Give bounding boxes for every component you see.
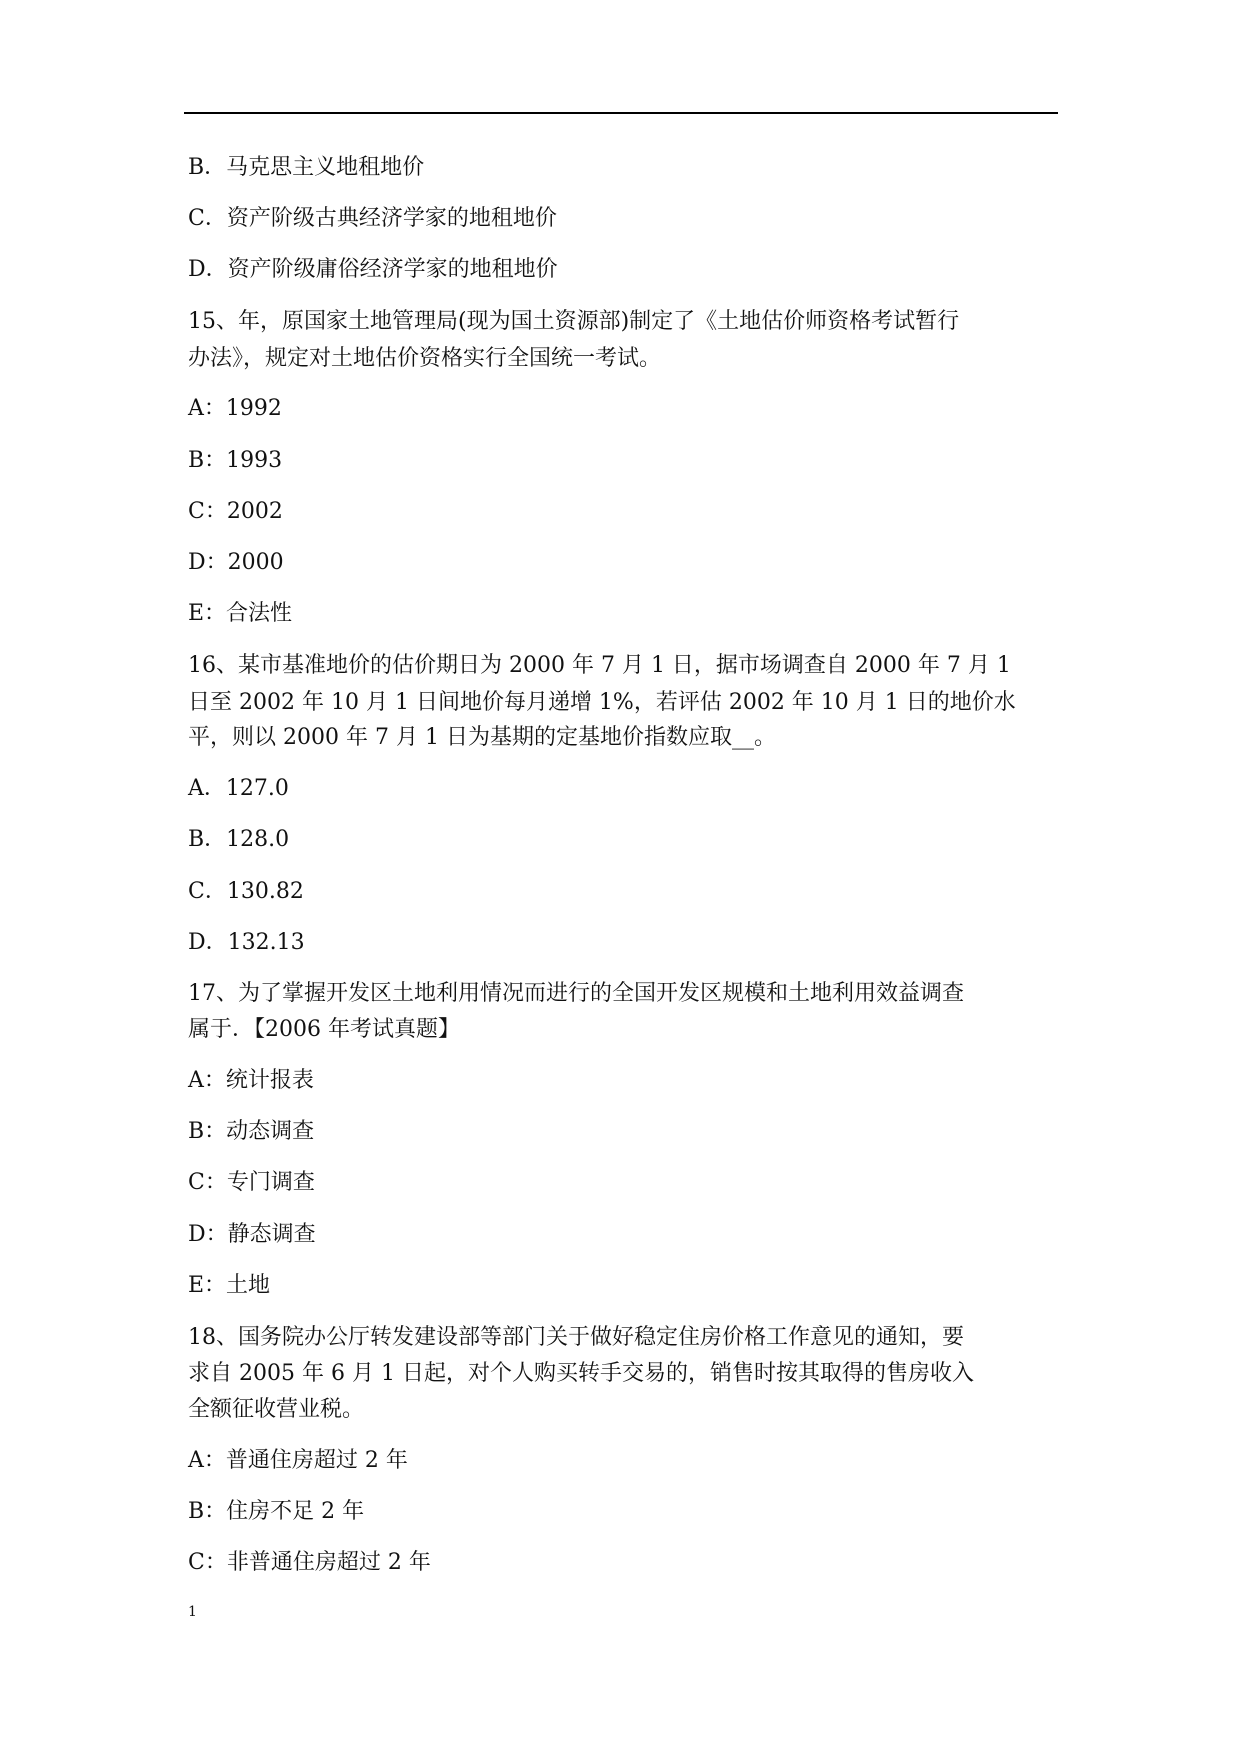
question-line: 全额征收营业税。 xyxy=(188,1397,365,1422)
option-line: B：住房不足 2 年 xyxy=(188,1499,365,1524)
option-line: C．资产阶级古典经济学家的地租地价 xyxy=(188,206,557,231)
option-line: B．马克思主义地租地价 xyxy=(188,155,425,180)
option-line: E：合法性 xyxy=(188,601,293,626)
option-line: A：普通住房超过 2 年 xyxy=(188,1448,408,1473)
option-line: B．128.0 xyxy=(188,827,290,852)
question-line: 17、为了掌握开发区土地利用情况而进行的全国开发区规模和土地利用效益调查 xyxy=(188,981,964,1006)
option-line: E：土地 xyxy=(188,1273,271,1298)
option-line: D．资产阶级庸俗经济学家的地租地价 xyxy=(188,257,558,282)
option-line: D：静态调查 xyxy=(188,1222,316,1247)
question-line: 属于．【2006 年考试真题】 xyxy=(188,1017,460,1042)
question-line: 18、国务院办公厅转发建设部等部门关于做好稳定住房价格工作意见的通知，要 xyxy=(188,1325,964,1350)
option-line: B：动态调查 xyxy=(188,1119,315,1144)
option-line: B：1993 xyxy=(188,448,283,473)
option-line: C：非普通住房超过 2 年 xyxy=(188,1550,431,1575)
option-line: D．132.13 xyxy=(188,930,305,955)
option-line: C：专门调查 xyxy=(188,1170,315,1195)
question-line: 办法》，规定对土地估价资格实行全国统一考试。 xyxy=(188,346,662,371)
option-line: D：2000 xyxy=(188,550,284,575)
question-line: 平，则以 2000 年 7 月 1 日为基期的定基地价指数应取__。 xyxy=(188,725,776,750)
question-line: 日至 2002 年 10 月 1 日间地价每月递增 1%，若评估 2002 年 10 月 1 日的地价水 xyxy=(188,690,1016,715)
option-line: A：1992 xyxy=(188,396,282,421)
option-line: C．130.82 xyxy=(188,879,304,904)
question-line: 求自 2005 年 6 月 1 日起，对个人购买转手交易的，销售时按其取得的售房收入 xyxy=(188,1361,974,1386)
page-number: 1 xyxy=(188,1604,197,1620)
question-line: 15、年，原国家土地管理局(现为国土资源部)制定了《土地估价师资格考试暂行 xyxy=(188,309,960,334)
option-line: A．127.0 xyxy=(188,776,289,801)
header-rule xyxy=(184,112,1058,114)
option-line: C：2002 xyxy=(188,499,283,524)
question-line: 16、某市基准地价的估价期日为 2000 年 7 月 1 日，据市场调查自 2000 年 7 月 1 xyxy=(188,653,1011,678)
option-line: A：统计报表 xyxy=(188,1068,314,1093)
